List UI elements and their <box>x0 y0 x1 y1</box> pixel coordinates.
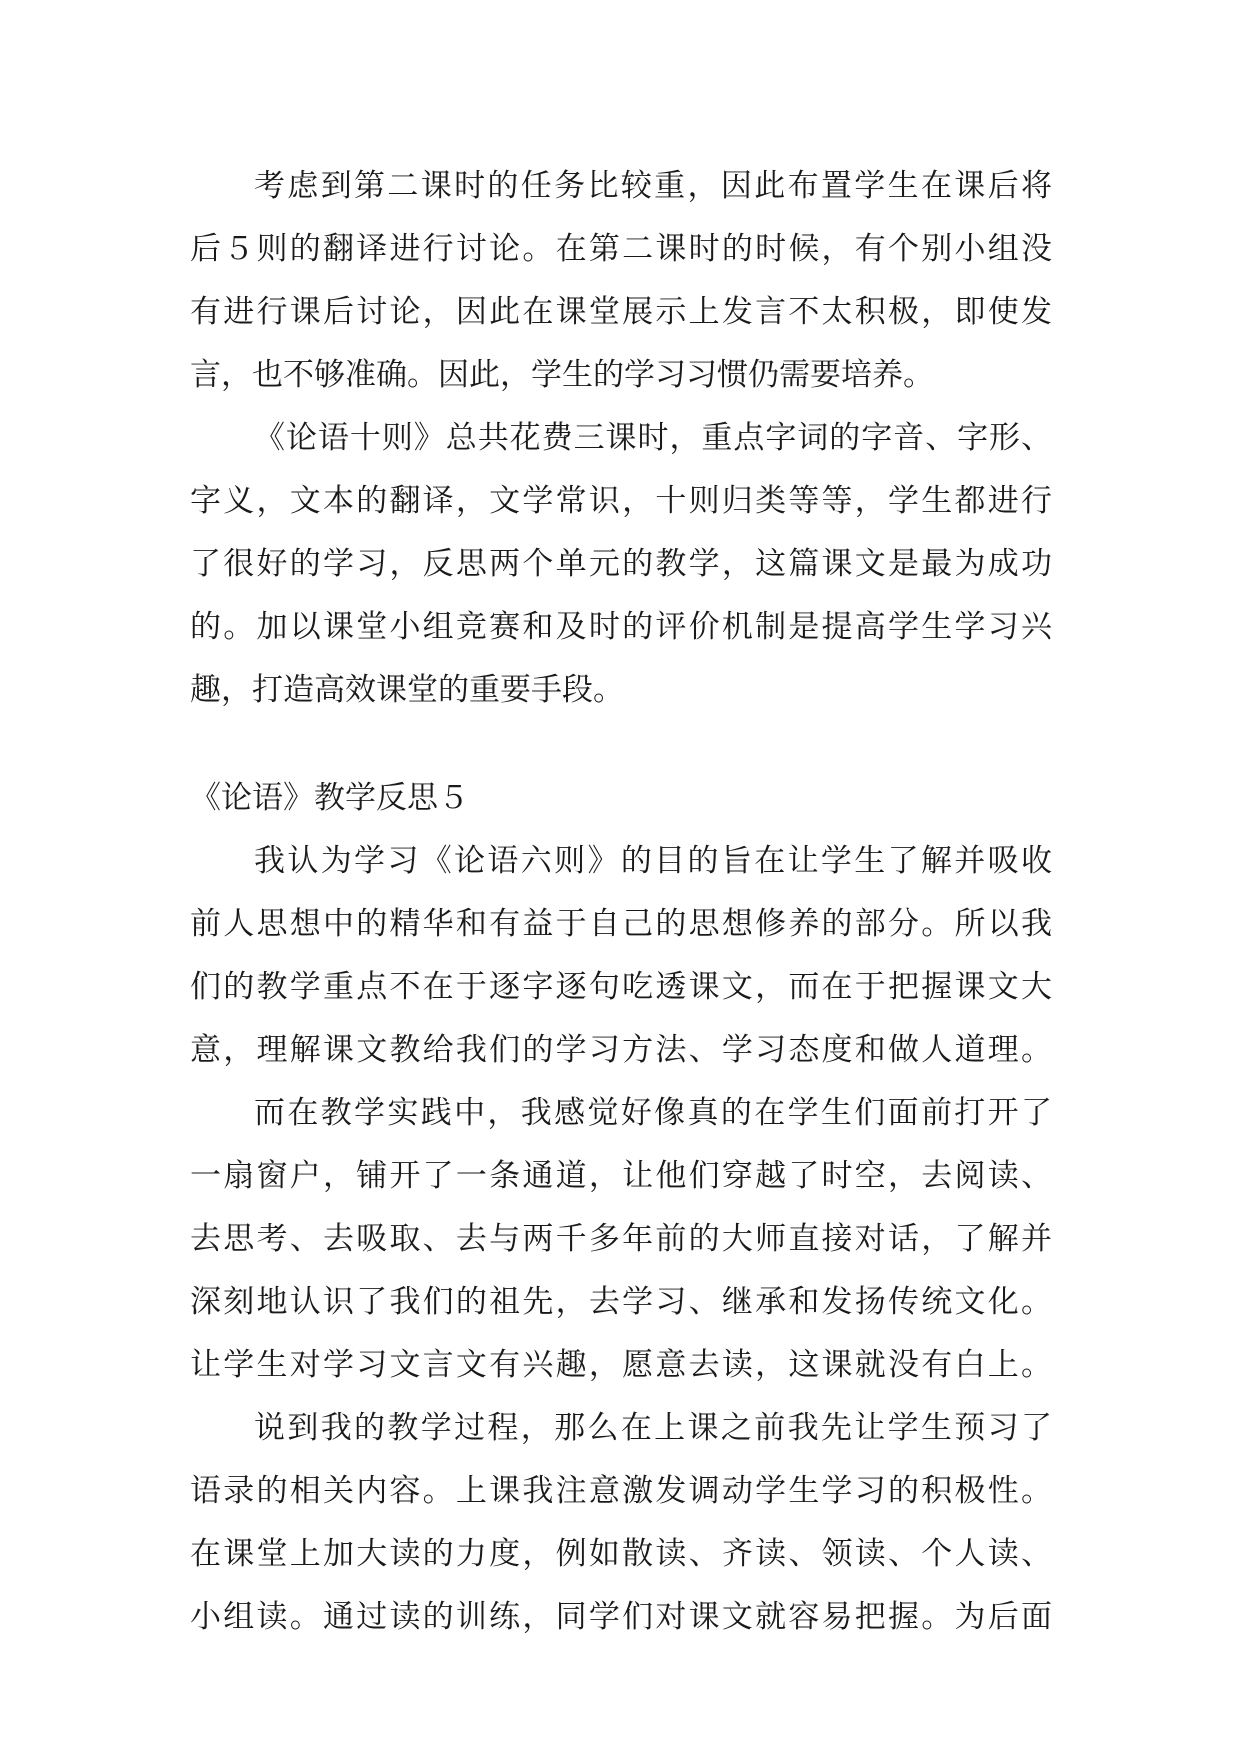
text-line: 深刻地认识了我们的祖先，去学习、继承和发扬传统文化。 <box>190 1284 1052 1320</box>
text-line: 趣，打造高效课堂的重要手段。 <box>190 672 624 708</box>
text-line: 字义，文本的翻译，文学常识，十则归类等等，学生都进行 <box>190 483 1052 519</box>
text-line: 意，理解课文教给我们的学习方法、学习态度和做人道理。 <box>190 1032 1052 1068</box>
text-line: 后５则的翻译进行讨论。在第二课时的时候，有个别小组没 <box>190 231 1052 267</box>
text-line: 们的教学重点不在于逐字逐句吃透课文，而在于把握课文大 <box>190 969 1052 1005</box>
text-line: 语录的相关内容。上课我注意激发调动学生学习的积极性。 <box>190 1473 1052 1509</box>
text-line: 我认为学习《论语六则》的目的旨在让学生了解并吸收 <box>254 843 1052 879</box>
text-line: 在课堂上加大读的力度，例如散读、齐读、领读、个人读、 <box>190 1536 1052 1572</box>
text-line: 而在教学实践中，我感觉好像真的在学生们面前打开了 <box>254 1095 1052 1131</box>
text-line: 了很好的学习，反思两个单元的教学，这篇课文是最为成功 <box>190 546 1052 582</box>
text-line: 小组读。通过读的训练，同学们对课文就容易把握。为后面 <box>190 1599 1052 1635</box>
text-line: 一扇窗户，铺开了一条通道，让他们穿越了时空，去阅读、 <box>190 1158 1052 1194</box>
text-line: 去思考、去吸取、去与两千多年前的大师直接对话，了解并 <box>190 1221 1052 1257</box>
text-line: 《论语十则》总共花费三课时，重点字词的字音、字形、 <box>254 420 1052 456</box>
text-line: 言，也不够准确。因此，学生的学习习惯仍需要培养。 <box>190 357 934 393</box>
text-line: 有进行课后讨论，因此在课堂展示上发言不太积极，即使发 <box>190 294 1052 330</box>
text-line: 前人思想中的精华和有益于自己的思想修养的部分。所以我 <box>190 906 1052 942</box>
text-line: 的。加以课堂小组竞赛和及时的评价机制是提高学生学习兴 <box>190 609 1052 645</box>
text-line: 考虑到第二课时的任务比较重，因此布置学生在课后将 <box>254 168 1052 204</box>
text-line: 说到我的教学过程，那么在上课之前我先让学生预习了 <box>254 1410 1052 1446</box>
section-heading: 《论语》教学反思５ <box>190 780 469 816</box>
text-line: 让学生对学习文言文有兴趣，愿意去读，这课就没有白上。 <box>190 1347 1052 1383</box>
